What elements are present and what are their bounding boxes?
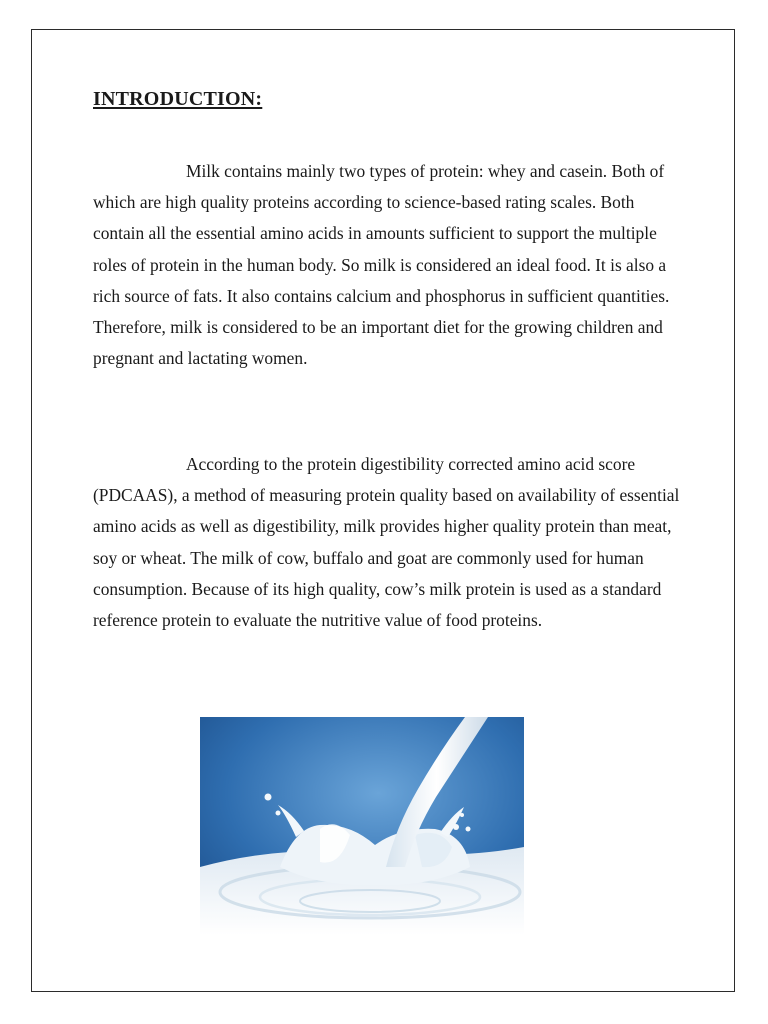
section-heading-introduction: INTRODUCTION:	[93, 88, 263, 110]
paragraph-pdcaas: According to the protein digestibility corrected amino acid score (PDCAAS), a method of measuring protein quality based on availability of essential amino acids as well as digestibility, milk provides higher quality protein than meat, soy or wheat. The milk of cow, buffalo and goat are commonly used for human consumption. Because of its high quality, cow’s milk protein is used as a standard reference protein to evaluate the nutritive value of food proteins.	[93, 454, 680, 631]
milk-splash-image	[200, 717, 524, 935]
paragraph-whey-casein: Milk contains mainly two types of protein: whey and casein. Both of which are high quality proteins according to science-based rating scales. Both contain all the essential amino acids in amounts sufficient to support the multiple roles of protein in the human body. So milk is considered an ideal food. It is also a rich source of fats. It also contains calcium and phosphorus in sufficient quantities. Therefore, milk is considered to be an important diet for the growing children and pregnant and lactating women.	[93, 161, 670, 369]
